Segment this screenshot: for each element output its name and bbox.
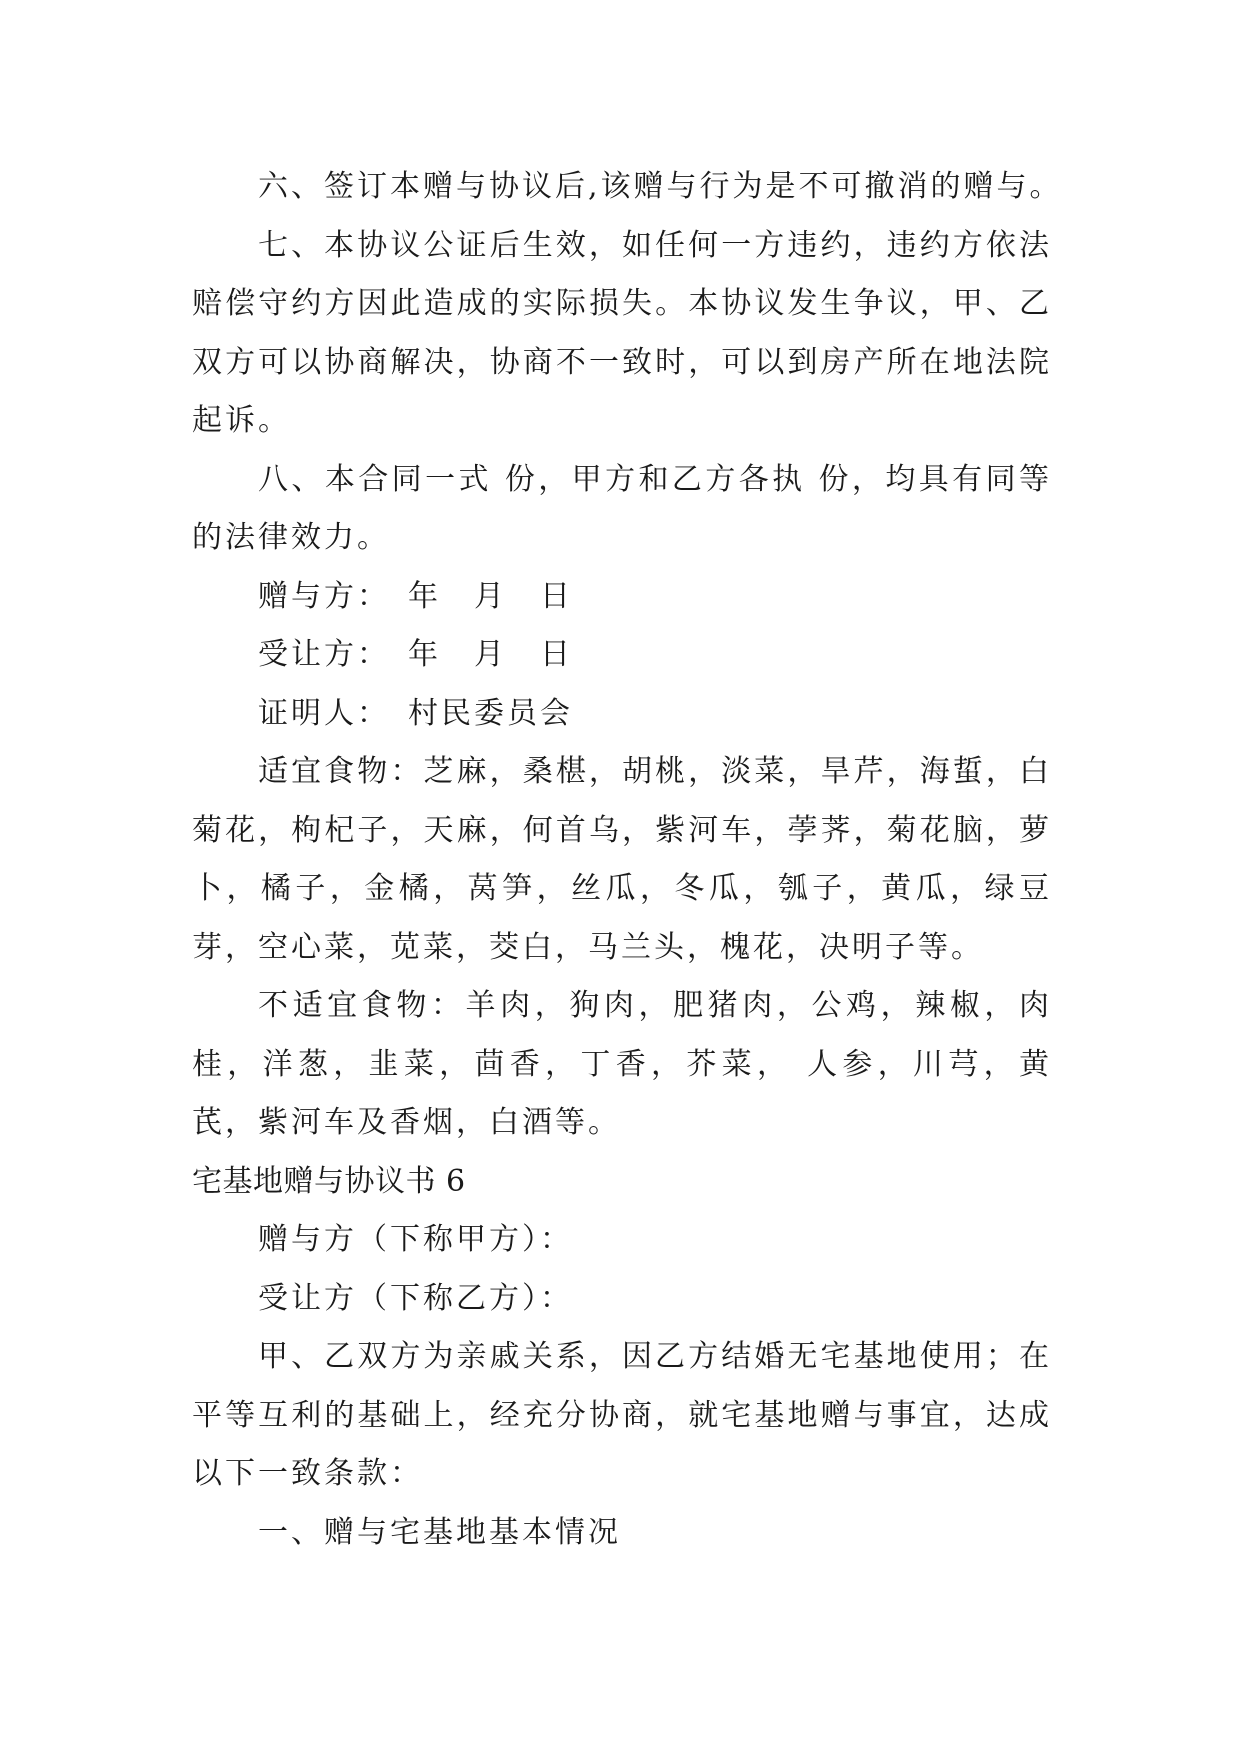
party-b-line: 受让方（下称乙方）： bbox=[258, 1280, 573, 1316]
section-title: 宅基地赠与协议书 6 bbox=[192, 1163, 466, 1199]
document-page bbox=[192, 158, 1063, 1562]
witness-line: 证明人： 村民委员会 bbox=[258, 695, 573, 731]
clause-one-heading: 一、赠与宅基地基本情况 bbox=[258, 1514, 621, 1550]
donor-signature-line: 赠与方： 年 月 日 bbox=[258, 578, 573, 614]
suitable-foods: 适宜食物：芝麻，桑椹，胡桃，淡菜，旱芹，海蜇，白菊花，枸杞子，天麻，何首乌，紫河车，荸荠，菊花脑，萝卜，橘子，金橘，莴笋，丝瓜，冬瓜，瓠子，黄瓜，绿豆芽，空心菜，苋菜，茭白，马兰头，槐花，决明子等。 bbox=[192, 754, 1052, 965]
clause-seven: 七、本协议公证后生效，如任何一方违约，违约方依法赔偿守约方因此造成的实际损失。本协议发生争议，甲、乙双方可以协商解决，协商不一致时，可以到房产所在地法院起诉。 bbox=[192, 227, 1052, 438]
clause-eight: 八、本合同一式 份，甲方和乙方各执 份，均具有同等的法律效力。 bbox=[192, 461, 1052, 555]
clause-six: 六、签订本赠与协议后,该赠与行为是不可撤消的赠与。 bbox=[258, 169, 1063, 204]
recipient-signature-line: 受让方： 年 月 日 bbox=[258, 637, 573, 672]
unsuitable-foods: 不适宜食物：羊肉，狗肉，肥猪肉，公鸡，辣椒，肉桂，洋葱，韭菜，茴香，丁香，芥菜， 人参，川芎，黄芪，紫河车及香烟，白酒等。 bbox=[192, 988, 1052, 1140]
party-a-line: 赠与方（下称甲方）： bbox=[258, 1222, 573, 1257]
preamble: 甲、乙双方为亲戚关系，因乙方结婚无宅基地使用；在平等互利的基础上，经充分协商，就宅基地赠与事宜，达成以下一致条款： bbox=[192, 1339, 1052, 1491]
